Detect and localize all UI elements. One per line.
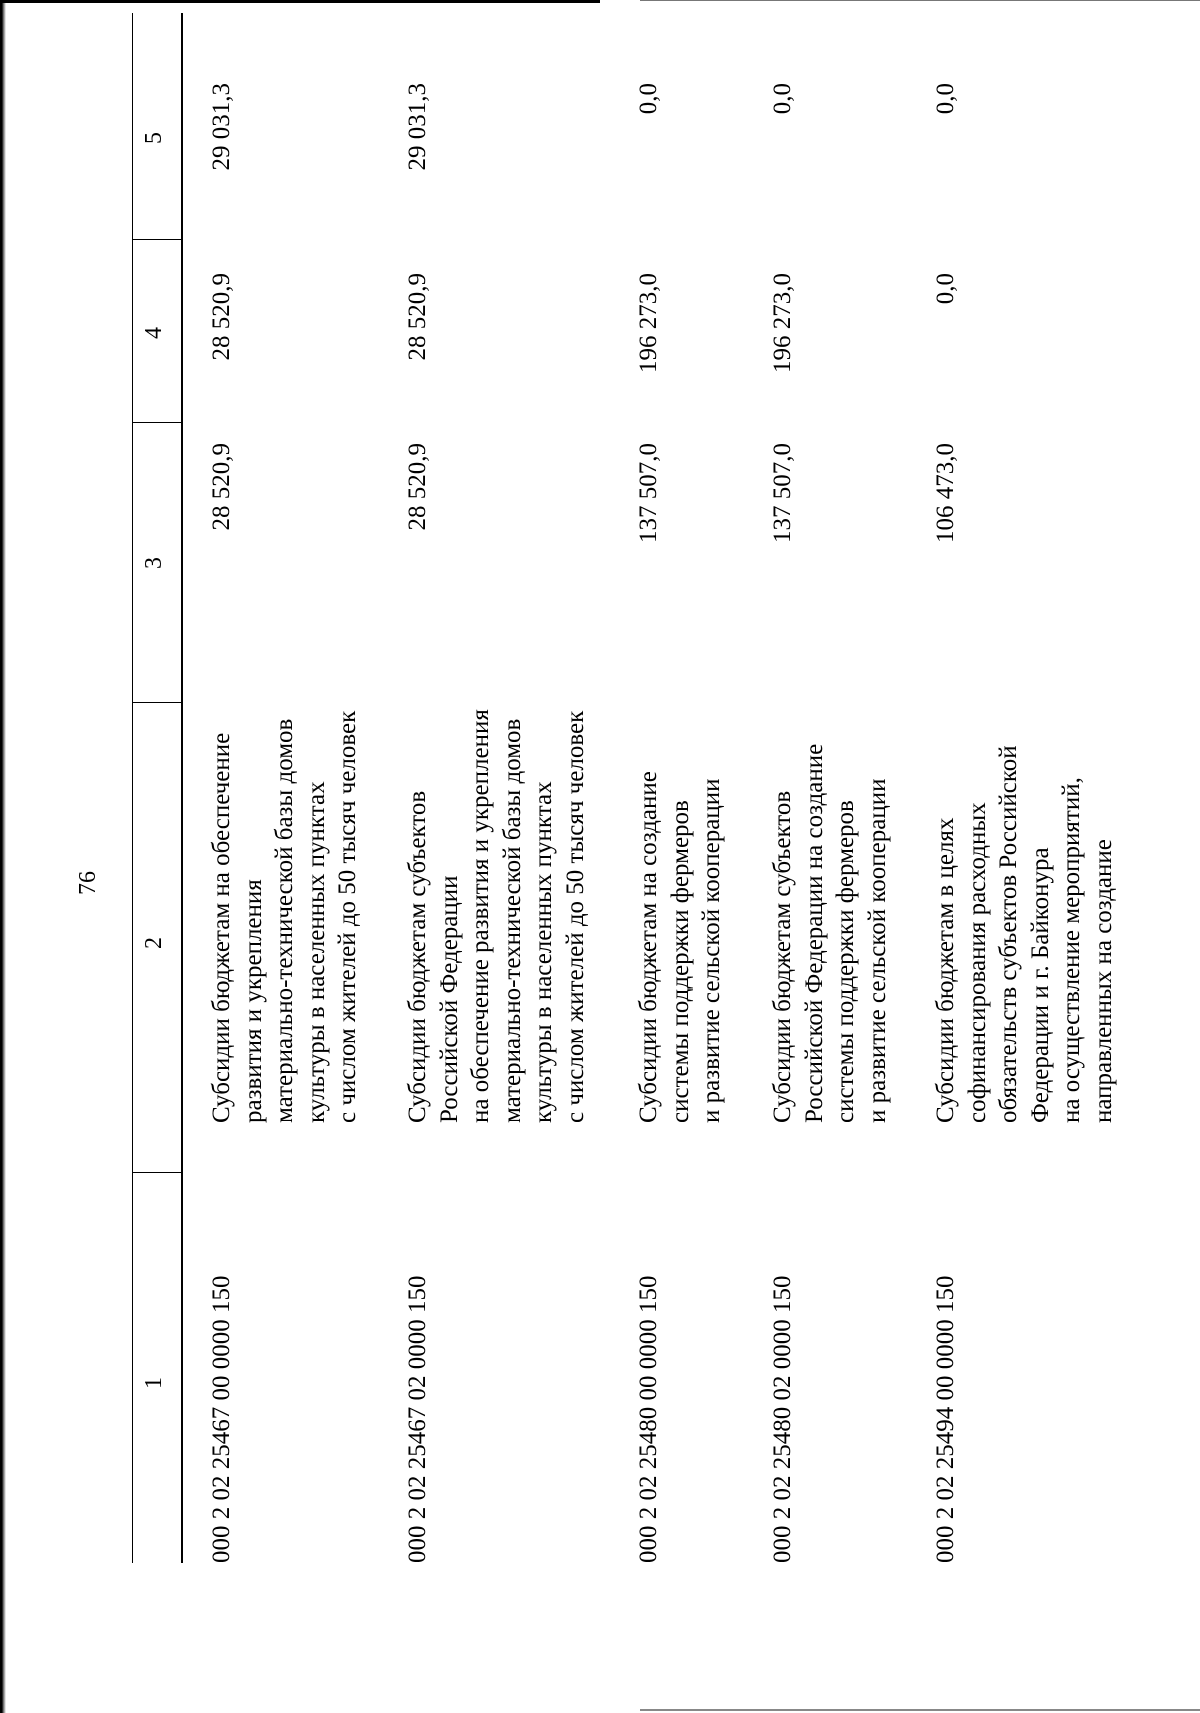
row-value-col3: 28 520,9	[404, 443, 431, 531]
description-line: развития и укрепления	[239, 879, 267, 1123]
row-value-col5: 0,0	[635, 83, 662, 115]
description-line: Российской Федерации	[435, 875, 463, 1123]
description-line: на осуществление мероприятий,	[1058, 777, 1085, 1123]
description-line: Федерации и г. Байконура	[1026, 847, 1054, 1123]
row-description	[206, 603, 364, 1123]
header-divider-2	[132, 702, 182, 703]
row-value-col3: 28 520,9	[208, 443, 235, 531]
row-code: 000 2 02 25480 00 0000 150	[635, 1275, 662, 1563]
row-code: 000 2 02 25467 00 0000 150	[208, 1275, 235, 1563]
row-value-col3: 137 507,0	[635, 443, 662, 543]
description-line: с числом жителей до 50 тысяч человек	[334, 710, 361, 1123]
description-line: культуры в населенных пунктах	[302, 781, 330, 1123]
header-divider-1	[132, 1172, 182, 1173]
description-line: Российской Федерации на создание	[800, 743, 828, 1123]
description-line: Субсидии бюджетам в целях	[932, 817, 959, 1123]
description-line: софинансирования расходных	[963, 802, 991, 1123]
description-line: Субсидии бюджетам на создание	[635, 771, 662, 1123]
column-header-1: 1	[141, 1377, 167, 1389]
row-value-col4: 196 273,0	[769, 273, 796, 373]
row-code: 000 2 02 25494 00 0000 150	[932, 1275, 959, 1563]
description-line: культуры в населенных пунктах	[530, 781, 557, 1123]
row-value-col3: 106 473,0	[932, 443, 959, 543]
row-value-col5: 29 031,3	[404, 83, 431, 171]
row-value-col3: 137 507,0	[769, 443, 796, 543]
description-line: и развитие сельской кооперации	[863, 778, 891, 1123]
row-value-col4: 0,0	[932, 273, 959, 305]
description-line: направленных на создание	[1089, 839, 1117, 1123]
row-code: 000 2 02 25480 02 0000 150	[769, 1275, 796, 1563]
column-header-3: 3	[141, 557, 167, 569]
description-line: с числом жителей до 50 тысяч человек	[561, 710, 589, 1123]
row-value-col4: 28 520,9	[404, 273, 431, 361]
header-divider-4	[132, 239, 182, 240]
header-bottom-rule	[181, 13, 183, 1563]
description-line: Субсидии бюджетам на обеспечение	[208, 732, 235, 1123]
description-line: и развитие сельской кооперации	[698, 778, 725, 1123]
description-line: Субсидии бюджетам субъектов	[769, 790, 796, 1123]
description-line: материально-технической базы домов	[271, 718, 298, 1123]
row-code: 000 2 02 25467 02 0000 150	[404, 1275, 431, 1563]
description-line: Субсидии бюджетам субъектов	[404, 790, 431, 1123]
row-description	[402, 603, 591, 1123]
column-header-2: 2	[141, 937, 167, 949]
row-value-col5: 0,0	[932, 83, 959, 115]
description-line: на обеспечение развития и укрепления	[467, 709, 494, 1123]
description-line: системы поддержки фермеров	[832, 800, 859, 1123]
description-line: обязательств субъектов Российской	[995, 745, 1022, 1123]
row-value-col5: 0,0	[769, 83, 796, 115]
column-header-5: 5	[141, 132, 167, 144]
page-number: 76	[75, 871, 101, 895]
row-value-col4: 28 520,9	[208, 273, 235, 361]
row-value-col5: 29 031,3	[208, 83, 235, 171]
description-line: системы поддержки фермеров	[666, 800, 694, 1123]
row-description	[633, 603, 728, 1123]
table-top-rule	[132, 13, 133, 1563]
row-description	[930, 603, 1119, 1123]
row-value-col4: 196 273,0	[635, 273, 662, 373]
row-description	[767, 603, 893, 1123]
header-divider-3	[132, 422, 182, 423]
description-line: материально-технической базы домов	[498, 718, 526, 1123]
column-header-4: 4	[141, 327, 167, 339]
